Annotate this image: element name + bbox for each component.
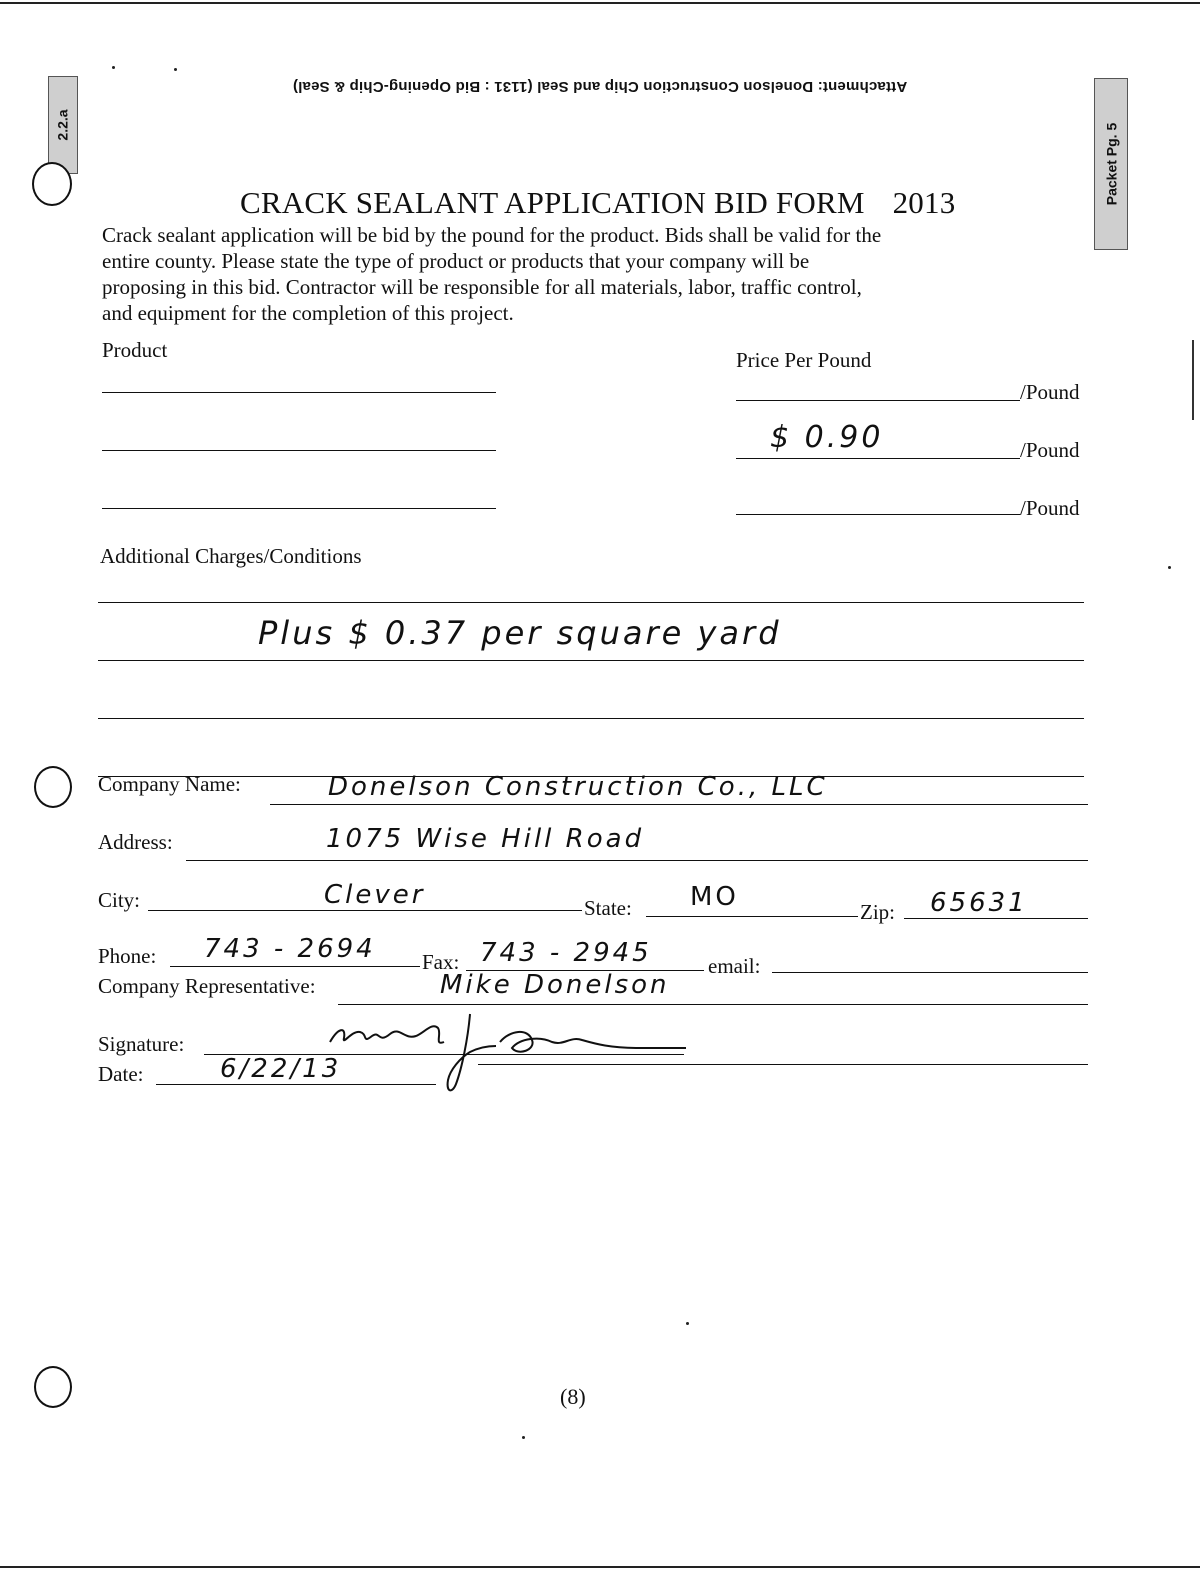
scan-speck — [522, 1436, 525, 1439]
per-pound-label: /Pound — [1020, 380, 1080, 404]
state-value: MO — [690, 882, 739, 912]
signature-scribble — [320, 1008, 700, 1100]
phone-line[interactable] — [170, 966, 420, 967]
address-value: 1075 Wise Hill Road — [326, 824, 645, 854]
intro-line: entire county. Please state the type of product or products that your company will be — [102, 249, 810, 273]
attachment-header: Attachment: Donelson Construction Chip and Seal (1131 : Bid Opening-Chip & Seal) — [292, 78, 908, 95]
price-value-2: $ 0.90 — [770, 420, 884, 455]
intro-paragraph — [102, 222, 1102, 326]
representative-label: Company Representative: — [98, 974, 316, 998]
scan-speck — [174, 68, 177, 71]
fax-value: 743 - 2945 — [480, 938, 652, 968]
company-name-line[interactable] — [270, 804, 1088, 805]
binder-hole — [34, 1366, 72, 1408]
product-line-1[interactable] — [102, 392, 496, 393]
company-name-label: Company Name: — [98, 772, 241, 796]
price-line-2[interactable] — [736, 458, 1020, 459]
per-pound-label: /Pound — [1020, 496, 1080, 520]
product-line-2[interactable] — [102, 450, 496, 451]
fax-label: Fax: — [422, 950, 460, 974]
representative-line[interactable] — [338, 1004, 1088, 1005]
page-number: (8) — [560, 1384, 586, 1409]
intro-line: Crack sealant application will be bid by the pound for the product. Bids shall be valid for the — [102, 223, 882, 247]
address-line[interactable] — [186, 860, 1088, 861]
additional-charges-label: Additional Charges/Conditions — [100, 544, 362, 568]
scan-speck — [112, 66, 115, 69]
city-value: Clever — [324, 880, 426, 910]
date-value: 6/22/13 — [220, 1054, 342, 1084]
city-label: City: — [98, 888, 141, 912]
additional-line-2[interactable] — [98, 660, 1084, 661]
date-label: Date: — [98, 1062, 144, 1086]
price-label: Price Per Pound — [736, 348, 872, 372]
page-bottom-edge — [0, 1566, 1200, 1568]
phone-label: Phone: — [98, 944, 157, 968]
signature-label: Signature: — [98, 1032, 185, 1056]
price-line-1[interactable] — [736, 400, 1020, 401]
page-right-edge — [1192, 340, 1194, 420]
company-name-value: Donelson Construction Co., LLC — [328, 772, 828, 802]
intro-line: proposing in this bid. Contractor will be responsible for all materials, labor, traffic control, — [102, 275, 862, 299]
per-pound-label: /Pound — [1020, 438, 1080, 462]
scan-speck — [1168, 566, 1171, 569]
zip-value: 65631 — [930, 888, 1028, 918]
price-line-3[interactable] — [736, 514, 1020, 515]
additional-charges-value: Plus $ 0.37 per square yard — [258, 614, 782, 652]
additional-line-3[interactable] — [98, 718, 1084, 719]
email-label: email: — [708, 954, 761, 978]
section-tab: 2.2.a — [48, 76, 78, 174]
state-label: State: — [584, 896, 632, 920]
binder-hole — [32, 162, 72, 206]
city-line[interactable] — [148, 910, 582, 911]
state-line[interactable] — [646, 916, 858, 917]
form-title: CRACK SEALANT APPLICATION BID FORM 2013 — [240, 185, 956, 220]
product-line-3[interactable] — [102, 508, 496, 509]
date-line[interactable] — [156, 1084, 436, 1085]
zip-label: Zip: — [860, 900, 895, 924]
binder-hole — [34, 766, 72, 808]
product-label: Product — [102, 338, 168, 362]
scan-speck — [686, 1322, 689, 1325]
phone-value: 743 - 2694 — [204, 934, 376, 964]
address-label: Address: — [98, 830, 173, 854]
additional-line-1[interactable] — [98, 602, 1084, 603]
form-year: 2013 — [892, 185, 956, 220]
email-line[interactable] — [772, 972, 1088, 973]
representative-value: Mike Donelson — [440, 970, 670, 1000]
page-top-edge — [0, 2, 1200, 4]
intro-line: and equipment for the completion of this project. — [102, 301, 514, 325]
packet-page-tab: Packet Pg. 5 — [1094, 78, 1128, 250]
zip-line[interactable] — [904, 918, 1088, 919]
closing-line — [478, 1064, 1088, 1065]
